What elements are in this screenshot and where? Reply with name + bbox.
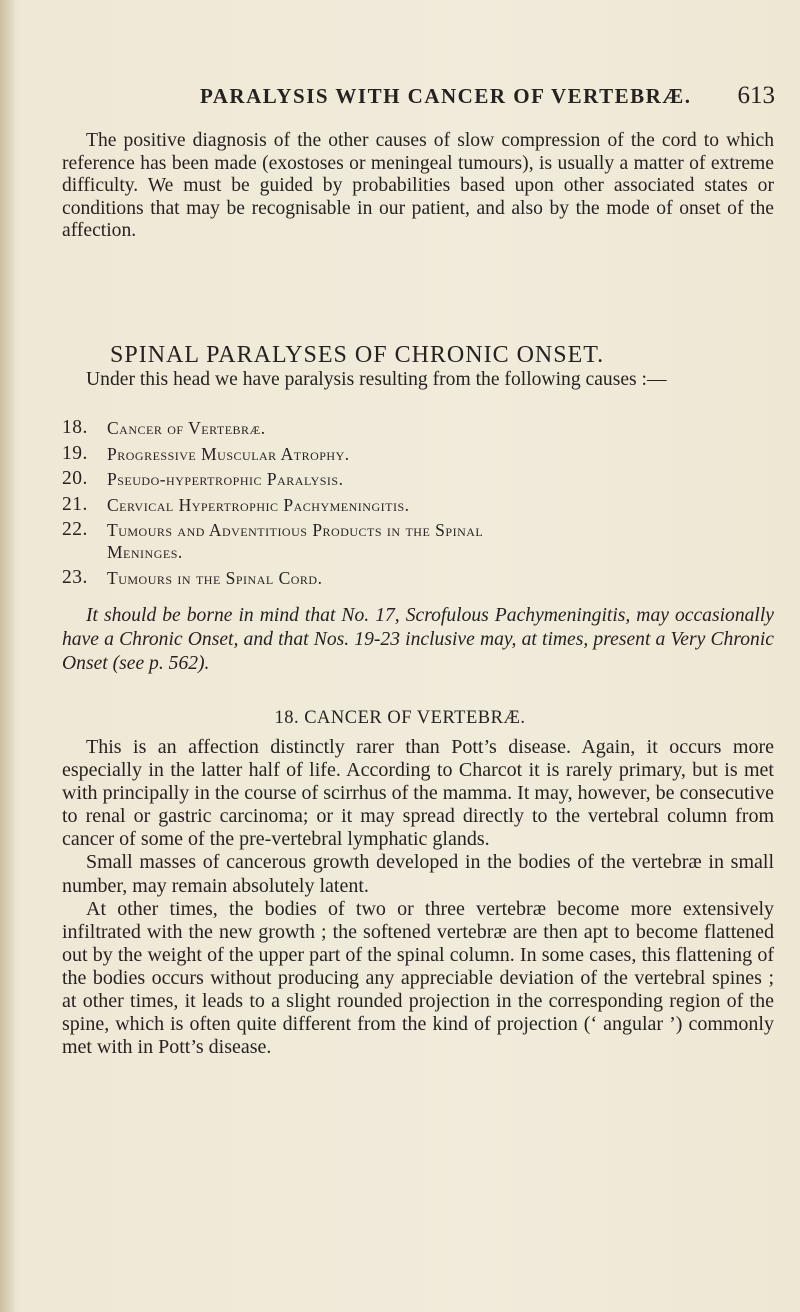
cause-label-continuation: Meninges.: [107, 542, 183, 562]
cause-number: 23.: [62, 566, 88, 588]
running-head-title: PARALYSIS WITH CANCER OF VERTEBRÆ.: [200, 84, 692, 108]
body-paragraph: This is an affection distinctly rarer than Pott’s disease. Again, it occurs more especially in the latter half of life. According to Charcot it is rarely primary, but is met with principally in the course of scirrhus of the mamma. It may, however, be consecutive to renal or gastric carcinoma; or it may spread directly to the vertebral column from cancer of some of the pre-vertebral lymphatic glands.: [62, 736, 774, 851]
cause-item: [62, 417, 774, 439]
page-number: 613: [737, 82, 775, 109]
cause-item: [62, 494, 774, 516]
cause-item: [62, 567, 774, 589]
body-paragraph: At other times, the bodies of two or three vertebræ become more extensively infiltrated with the new growth ; the softened vertebræ are then apt to become flattened out by the weight of the upper part of the spinal column. In some cases, this flattening of the bodies occurs without producing any appreciable deviation of the vertebral spines ; at other times, it leads to a slight rounded projection in the corresponding region of the spine, which is often quite different from the kind of projection (‘ angular ’) commonly met with in Pott’s disease.: [62, 897, 774, 1059]
cause-number: 22.: [62, 519, 88, 540]
section-heading: SPINAL PARALYSES OF CHRONIC ONSET.: [110, 342, 605, 368]
binding-edge: [0, 0, 14, 1312]
cause-label: Tumours and Adventitious Products in the Spinal: [107, 520, 484, 540]
cause-label: Progressive Muscular Atrophy.: [107, 443, 350, 464]
cause-label: Cancer of Vertebræ.: [107, 418, 266, 438]
causes-list: [62, 417, 774, 592]
under-this-head-block: [62, 369, 774, 392]
intro-paragraph-block: [62, 130, 774, 243]
cause-item: [62, 468, 774, 490]
cause-number: 20.: [62, 468, 88, 489]
subsection-heading: 18. CANCER OF VERTEBRÆ.: [274, 708, 526, 728]
italic-note: It should be borne in mind that No. 17, Scrofulous Pachymeningitis, may occasionally have a Chronic Onset, and that Nos. 19-23 inclusive may, at times, present a Very Chronic Onset (see p. 562).: [62, 605, 774, 674]
body-paragraph: Small masses of cancerous growth developed in the bodies of the vertebræ in small number, may remain absolutely latent.: [62, 851, 774, 897]
body-text: [62, 736, 774, 1059]
cause-number: 21.: [62, 493, 88, 515]
italic-note-block: [62, 604, 774, 676]
cause-number: 19.: [62, 442, 88, 464]
under-this-head: Under this head we have paralysis resulting from the following causes :—: [86, 369, 667, 390]
cause-label: Cervical Hypertrophic Pachymeningitis.: [107, 494, 410, 515]
cause-number: 18.: [62, 417, 88, 438]
cause-label: Tumours in the Spinal Cord.: [107, 567, 323, 588]
cause-item: [62, 519, 774, 563]
cause-item: [62, 443, 774, 465]
intro-paragraph: The positive diagnosis of the other causes of slow compression of the cord to which reference has been made (exostoses or meningeal tumours), is usually a matter of extreme difficulty. We must be guided by probabilities based upon other associated states or conditions that may be recognisable in our patient, and also by the mode of onset of the affection.: [62, 130, 774, 241]
running-head: [40, 82, 775, 112]
cause-label: Pseudo-hypertrophic Paralysis.: [107, 469, 344, 489]
